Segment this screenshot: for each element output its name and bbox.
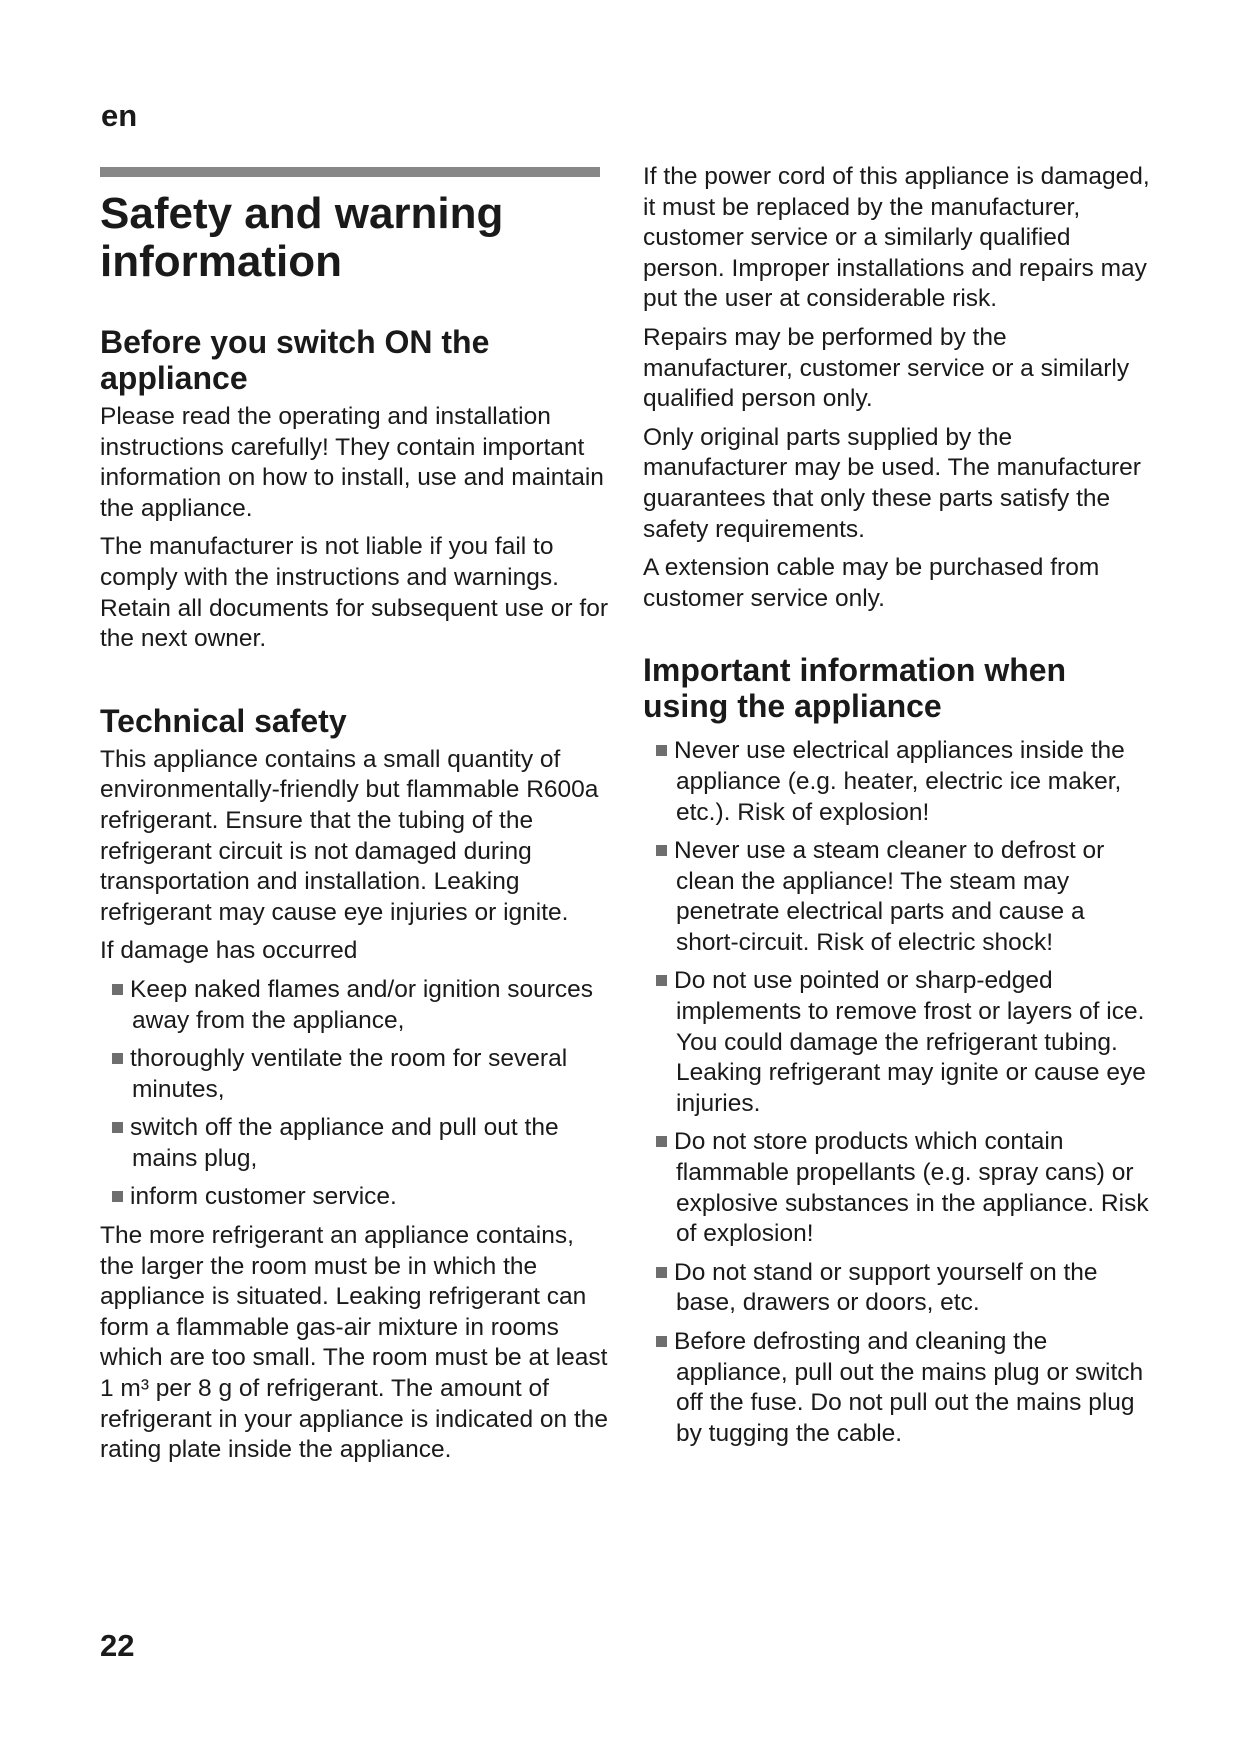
list-item: switch off the appliance and pull out the mains plug,	[100, 1113, 610, 1174]
bullet-square-icon	[112, 1191, 123, 1202]
list-item: Never use electrical appliances inside the appliance (e.g. heater, electric ice maker, etc.). Risk of explosion!	[643, 736, 1153, 828]
right-column	[643, 162, 1153, 1449]
heading-before-switch-on: Before you switch ON the appliance	[100, 324, 490, 396]
damage-label: If damage has occurred	[100, 937, 358, 965]
bullet-square-icon	[656, 1336, 667, 1347]
list-item: Do not store products which contain flammable propellants (e.g. spray cans) or explosive substances in the appliance. Risk of explosion!	[643, 1127, 1153, 1249]
list-item: Never use a steam cleaner to defrost or clean the appliance! The steam may penetrate electrical parts and cause a short-circuit. Risk of electric shock!	[643, 836, 1153, 958]
language-label: en	[101, 98, 138, 133]
list-item: Do not stand or support yourself on the base, drawers or doors, etc.	[643, 1258, 1153, 1319]
paragraph: Repairs may be performed by the manufacturer, customer service or a similarly qualified person only.	[643, 323, 1130, 413]
bullet-square-icon	[112, 1053, 123, 1064]
page-title: Safety and warning information	[100, 189, 504, 286]
title-rule	[100, 167, 600, 177]
heading-technical-safety: Technical safety	[100, 702, 347, 739]
bullet-square-icon	[656, 1267, 667, 1278]
paragraph: Please read the operating and installation instructions carefully! They contain important information on how to install, use and maintain the appliance.	[100, 403, 604, 522]
paragraph: This appliance contains a small quantity of environmentally-friendly but flammable R600a refrigerant. Ensure that the tubing of the refrigerant circuit is not damaged during transportation and installation. Leaking refrigerant may cause eye injuries or ignite.	[100, 745, 599, 926]
bullet-square-icon	[656, 745, 667, 756]
page-number: 22	[100, 1628, 135, 1663]
heading-important-information: Important information when using the appliance	[643, 652, 1067, 725]
damage-list	[100, 975, 610, 1213]
left-column	[100, 190, 610, 1466]
bullet-square-icon	[112, 1122, 123, 1133]
list-item: Before defrosting and cleaning the appliance, pull out the mains plug or switch off the fuse. Do not pull out the mains plug by tugging the cable.	[643, 1327, 1153, 1449]
list-item: inform customer service.	[100, 1182, 610, 1213]
paragraph: The manufacturer is not liable if you fail to comply with the instructions and warnings. Retain all documents for subsequent use or for the next owner.	[100, 533, 608, 653]
paragraph: A extension cable may be purchased from customer service only.	[643, 554, 1100, 612]
bullet-square-icon	[656, 845, 667, 856]
important-list	[643, 736, 1153, 1449]
list-item: Do not use pointed or sharp-edged implements to remove frost or layers of ice. You could damage the refrigerant tubing. Leaking refrigerant may ignite or cause eye injuries.	[643, 966, 1153, 1119]
list-item: thoroughly ventilate the room for several minutes,	[100, 1044, 610, 1105]
paragraph: The more refrigerant an appliance contains, the larger the room must be in which the appliance is situated. Leaking refrigerant can form a flammable gas-air mixture in rooms which are too small. The room must be at least 1 m³ per 8 g of refrigerant. The amount of refrigerant in your appliance is indicated on the rating plate inside the appliance.	[100, 1222, 609, 1464]
paragraph: Only original parts supplied by the manufacturer may be used. The manufacturer guarantees that only these parts satisfy the safety requirements.	[643, 423, 1141, 543]
bullet-square-icon	[656, 1136, 667, 1147]
bullet-square-icon	[112, 984, 123, 995]
bullet-square-icon	[656, 975, 667, 986]
list-item: Keep naked flames and/or ignition sources away from the appliance,	[100, 975, 610, 1036]
paragraph: If the power cord of this appliance is damaged, it must be replaced by the manufacturer, customer service or a similarly qualified person. Improper installations and repairs may put the user at considerable risk.	[643, 163, 1150, 313]
